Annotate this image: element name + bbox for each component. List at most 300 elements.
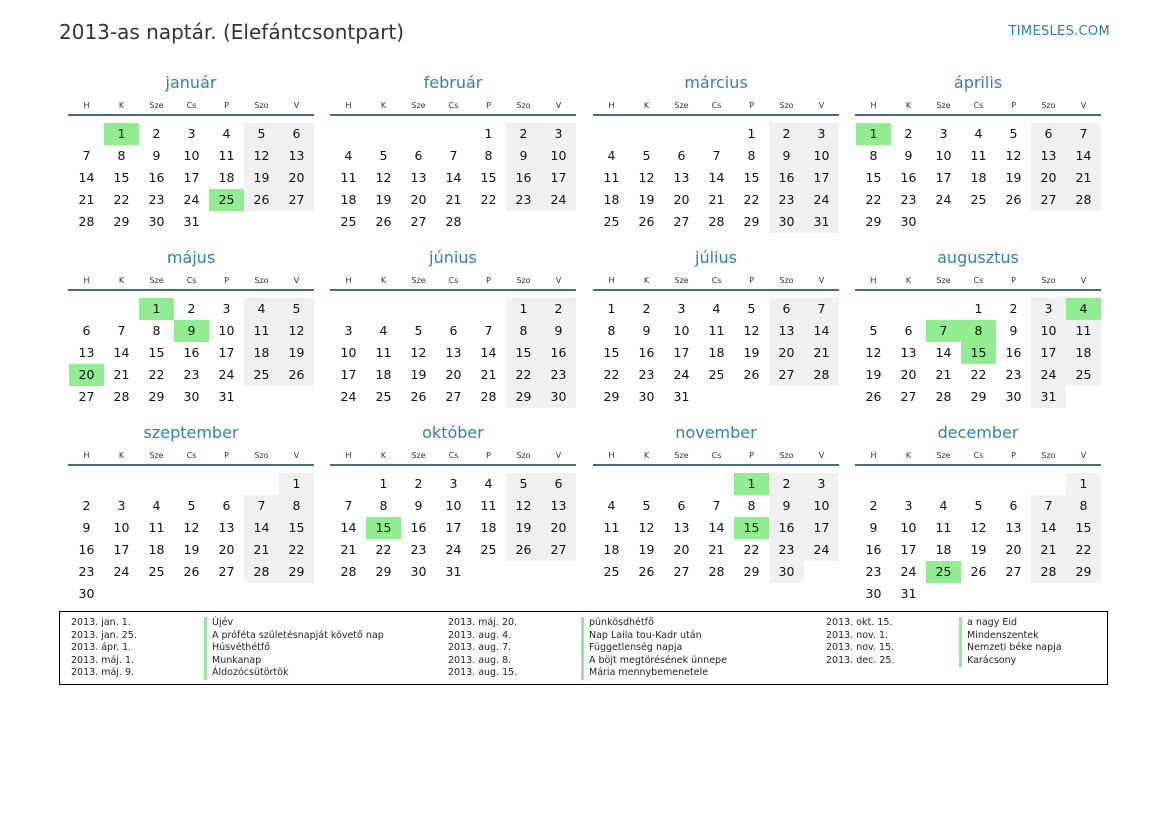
- day-cell: 28: [708, 214, 725, 229]
- day-cell: 1: [734, 473, 769, 495]
- day-cell: 2: [414, 476, 423, 491]
- weekday-header: [68, 98, 314, 116]
- day-cell: 25: [148, 564, 165, 579]
- day-grid: [330, 123, 576, 233]
- day-cell: 25: [603, 214, 620, 229]
- empty-cell: [366, 123, 401, 145]
- weekday-label: H: [608, 451, 615, 460]
- day-cell: 12: [743, 323, 760, 338]
- day-cell: 13: [673, 170, 690, 185]
- day-cell: 20: [410, 192, 427, 207]
- weekday-label: Cs: [973, 101, 984, 110]
- day-cell: 24: [541, 189, 576, 211]
- day-cell: 10: [541, 145, 576, 167]
- day-cell: 10: [113, 520, 130, 535]
- weekday-label: V: [1080, 451, 1087, 460]
- day-cell: 2: [1009, 301, 1018, 316]
- day-cell: 28: [78, 214, 95, 229]
- day-cell: 24: [935, 192, 952, 207]
- day-cell: 27: [410, 214, 427, 229]
- holiday-date: 2013. jan. 1.: [71, 617, 131, 628]
- day-cell: 21: [1066, 167, 1101, 189]
- weekday-label: Szo: [254, 101, 269, 110]
- weekday-header: [855, 98, 1101, 116]
- day-cell: 29: [970, 389, 987, 404]
- empty-cell: [331, 473, 366, 495]
- day-cell: 13: [410, 170, 427, 185]
- day-cell: 17: [113, 542, 130, 557]
- day-cell: 18: [480, 520, 497, 535]
- page-title: 2013-as naptár. (Elefántcsontpart): [59, 20, 405, 44]
- weekday-label: V: [555, 451, 562, 460]
- day-cell: 10: [340, 345, 357, 360]
- day-cell: 13: [218, 520, 235, 535]
- day-cell: 10: [183, 148, 200, 163]
- day-cell: 9: [769, 495, 804, 517]
- weekday-label: Szo: [516, 101, 531, 110]
- day-cell: 8: [117, 148, 126, 163]
- day-cell: 12: [638, 520, 655, 535]
- day-cell: 23: [541, 364, 576, 386]
- weekday-label: K: [380, 101, 387, 110]
- day-cell: 22: [1066, 539, 1101, 561]
- day-cell: 24: [673, 367, 690, 382]
- empty-cell: [961, 211, 996, 233]
- day-cell: 30: [865, 586, 882, 601]
- day-cell: 26: [375, 214, 392, 229]
- day-cell: 9: [642, 323, 651, 338]
- day-cell: 5: [642, 498, 651, 513]
- holiday-date: 2013. jan. 25.: [71, 629, 137, 641]
- day-cell: 20: [1005, 542, 1022, 557]
- day-cell: 22: [148, 367, 165, 382]
- day-cell: 14: [78, 170, 95, 185]
- day-cell: 26: [1005, 192, 1022, 207]
- day-cell: 7: [244, 495, 279, 517]
- day-cell: 6: [1031, 123, 1066, 145]
- day-cell: 31: [218, 389, 235, 404]
- day-cell: 11: [148, 520, 165, 535]
- empty-cell: [961, 473, 996, 495]
- day-cell: 8: [484, 148, 493, 163]
- weekday-header: [68, 448, 314, 466]
- empty-cell: [664, 473, 699, 495]
- legend-column: [826, 617, 1062, 667]
- empty-cell: [926, 298, 961, 320]
- day-cell: 1: [379, 476, 388, 491]
- site-link[interactable]: TIMESLES.COM: [1008, 24, 1110, 39]
- legend-row: [448, 667, 727, 680]
- day-cell: 18: [603, 542, 620, 557]
- weekday-label: V: [818, 101, 825, 110]
- day-grid: [855, 473, 1101, 605]
- empty-cell: [401, 298, 436, 320]
- day-cell: 3: [804, 123, 839, 145]
- day-cell: 23: [183, 367, 200, 382]
- day-cell: 26: [183, 564, 200, 579]
- day-cell: 7: [449, 148, 458, 163]
- day-cell: 17: [1031, 342, 1066, 364]
- day-cell: 2: [82, 498, 91, 513]
- legend-row: [826, 642, 1062, 655]
- weekday-label: H: [608, 276, 615, 285]
- empty-cell: [69, 123, 104, 145]
- day-cell: 10: [673, 323, 690, 338]
- day-cell: 19: [279, 342, 314, 364]
- day-cell: 11: [244, 320, 279, 342]
- month-title: június: [429, 248, 477, 267]
- day-cell: 11: [603, 520, 620, 535]
- day-cell: 9: [1009, 323, 1018, 338]
- day-cell: 28: [480, 389, 497, 404]
- day-cell: 19: [743, 345, 760, 360]
- day-cell: 30: [900, 214, 917, 229]
- day-cell: 11: [1066, 320, 1101, 342]
- weekday-label: H: [83, 276, 90, 285]
- day-cell: 15: [506, 342, 541, 364]
- day-cell: 28: [1031, 561, 1066, 583]
- day-cell: 3: [904, 498, 913, 513]
- day-cell: 6: [222, 498, 231, 513]
- empty-cell: [996, 211, 1031, 233]
- day-cell: 7: [117, 323, 126, 338]
- day-cell: 11: [480, 498, 497, 513]
- holiday-date: 2013. nov. 15.: [826, 642, 895, 653]
- holiday-date: 2013. aug. 4.: [448, 629, 512, 641]
- weekday-label: V: [818, 451, 825, 460]
- day-cell: 13: [78, 345, 95, 360]
- day-cell: 5: [974, 498, 983, 513]
- empty-cell: [244, 473, 279, 495]
- legend-column: [448, 617, 727, 680]
- day-cell: 7: [926, 320, 961, 342]
- empty-cell: [506, 561, 541, 583]
- empty-cell: [629, 123, 664, 145]
- weekday-label: V: [818, 276, 825, 285]
- day-cell: 16: [1005, 345, 1022, 360]
- empty-cell: [734, 386, 769, 408]
- legend-column: [71, 617, 384, 680]
- day-cell: 19: [970, 542, 987, 557]
- day-cell: 3: [939, 126, 948, 141]
- day-cell: 25: [708, 367, 725, 382]
- day-cell: 12: [410, 345, 427, 360]
- empty-cell: [331, 123, 366, 145]
- day-cell: 4: [244, 298, 279, 320]
- empty-cell: [594, 473, 629, 495]
- holiday-date: 2013. aug. 15.: [448, 667, 518, 678]
- day-cell: 16: [183, 345, 200, 360]
- day-cell: 14: [445, 170, 462, 185]
- day-cell: 3: [541, 123, 576, 145]
- weekday-label: H: [83, 451, 90, 460]
- day-cell: 5: [244, 123, 279, 145]
- day-cell: 28: [340, 564, 357, 579]
- day-cell: 20: [279, 167, 314, 189]
- empty-cell: [471, 298, 506, 320]
- empty-cell: [1031, 211, 1066, 233]
- legend-row: [448, 655, 727, 668]
- day-cell: 13: [769, 320, 804, 342]
- day-cell: 11: [708, 323, 725, 338]
- day-cell: 16: [78, 542, 95, 557]
- day-cell: 30: [183, 389, 200, 404]
- day-cell: 22: [480, 192, 497, 207]
- day-cell: 10: [804, 145, 839, 167]
- day-cell: 2: [541, 298, 576, 320]
- day-cell: 9: [541, 320, 576, 342]
- weekday-label: K: [380, 276, 387, 285]
- weekday-label: Szo: [779, 451, 794, 460]
- day-cell: 25: [970, 192, 987, 207]
- weekday-label: Sze: [411, 101, 426, 110]
- weekday-label: Sze: [674, 451, 689, 460]
- day-cell: 6: [677, 498, 686, 513]
- day-cell: 16: [865, 542, 882, 557]
- day-cell: 6: [1009, 498, 1018, 513]
- weekday-label: V: [293, 451, 300, 460]
- weekday-label: K: [118, 101, 125, 110]
- day-cell: 3: [187, 126, 196, 141]
- day-cell: 9: [414, 498, 423, 513]
- empty-cell: [664, 123, 699, 145]
- weekday-label: V: [293, 276, 300, 285]
- holiday-name: Újév: [204, 617, 233, 630]
- weekday-label: P: [749, 101, 754, 110]
- legend-row: [826, 630, 1062, 643]
- day-cell: 23: [769, 539, 804, 561]
- day-cell: 13: [279, 145, 314, 167]
- day-cell: 20: [900, 367, 917, 382]
- month-calendar: [593, 248, 839, 408]
- day-cell: 18: [244, 342, 279, 364]
- empty-cell: [541, 211, 576, 233]
- weekday-label: V: [555, 101, 562, 110]
- month-calendar: [855, 248, 1101, 408]
- day-cell: 25: [926, 561, 961, 583]
- day-cell: 14: [480, 345, 497, 360]
- empty-cell: [209, 583, 244, 605]
- day-cell: 29: [865, 214, 882, 229]
- empty-cell: [279, 583, 314, 605]
- weekday-label: Sze: [149, 451, 164, 460]
- day-cell: 12: [638, 170, 655, 185]
- day-cell: 22: [113, 192, 130, 207]
- day-cell: 5: [506, 473, 541, 495]
- day-cell: 6: [82, 323, 91, 338]
- day-cell: 14: [340, 520, 357, 535]
- weekday-label: K: [118, 276, 125, 285]
- weekday-label: H: [608, 101, 615, 110]
- day-cell: 20: [218, 542, 235, 557]
- empty-cell: [401, 123, 436, 145]
- empty-cell: [69, 298, 104, 320]
- weekday-label: P: [1011, 101, 1016, 110]
- day-cell: 17: [340, 367, 357, 382]
- weekday-label: H: [870, 101, 877, 110]
- day-cell: 13: [1031, 145, 1066, 167]
- day-cell: 12: [183, 520, 200, 535]
- empty-cell: [104, 298, 139, 320]
- legend-row: [71, 630, 384, 643]
- day-cell: 1: [607, 301, 616, 316]
- holiday-name: Nemzeti béke napja: [959, 642, 1062, 655]
- holiday-name: Munkanap: [204, 655, 261, 668]
- day-cell: 9: [904, 148, 913, 163]
- day-cell: 5: [869, 323, 878, 338]
- day-cell: 18: [148, 542, 165, 557]
- day-cell: 17: [183, 170, 200, 185]
- day-cell: 18: [340, 192, 357, 207]
- day-cell: 24: [218, 367, 235, 382]
- day-cell: 13: [673, 520, 690, 535]
- holiday-legend: [59, 611, 1108, 685]
- day-cell: 16: [638, 345, 655, 360]
- day-cell: 16: [900, 170, 917, 185]
- month-title: május: [166, 248, 216, 267]
- day-cell: 15: [734, 517, 769, 539]
- weekday-label: Cs: [186, 276, 197, 285]
- weekday-label: Szo: [516, 451, 531, 460]
- day-cell: 21: [244, 539, 279, 561]
- day-cell: 27: [673, 214, 690, 229]
- day-cell: 12: [244, 145, 279, 167]
- holiday-date: 2013. dec. 25.: [826, 654, 895, 666]
- day-cell: 25: [1066, 364, 1101, 386]
- day-cell: 21: [804, 342, 839, 364]
- day-cell: 29: [279, 561, 314, 583]
- day-cell: 21: [78, 192, 95, 207]
- day-cell: 19: [410, 367, 427, 382]
- empty-cell: [436, 123, 471, 145]
- day-cell: 18: [1066, 342, 1101, 364]
- weekday-label: Sze: [936, 276, 951, 285]
- day-cell: 1: [484, 126, 493, 141]
- empty-cell: [366, 298, 401, 320]
- day-cell: 4: [607, 148, 616, 163]
- day-cell: 8: [279, 495, 314, 517]
- weekday-label: Sze: [149, 276, 164, 285]
- day-cell: 27: [279, 189, 314, 211]
- day-cell: 14: [1066, 145, 1101, 167]
- weekday-label: P: [1011, 451, 1016, 460]
- day-cell: 5: [414, 323, 423, 338]
- weekday-header: [330, 98, 576, 116]
- day-cell: 7: [1066, 123, 1101, 145]
- weekday-label: Sze: [411, 451, 426, 460]
- weekday-header: [593, 98, 839, 116]
- day-cell: 19: [183, 542, 200, 557]
- day-cell: 7: [804, 298, 839, 320]
- weekday-label: Sze: [149, 101, 164, 110]
- empty-cell: [699, 123, 734, 145]
- day-cell: 4: [344, 148, 353, 163]
- empty-cell: [804, 386, 839, 408]
- weekday-label: V: [293, 101, 300, 110]
- day-cell: 3: [804, 473, 839, 495]
- weekday-label: P: [486, 101, 491, 110]
- day-cell: 1: [104, 123, 139, 145]
- empty-cell: [139, 473, 174, 495]
- month-title: március: [684, 73, 748, 92]
- weekday-label: P: [486, 451, 491, 460]
- weekday-label: Szo: [779, 276, 794, 285]
- day-cell: 11: [218, 148, 235, 163]
- day-cell: 31: [900, 586, 917, 601]
- day-cell: 9: [506, 145, 541, 167]
- empty-cell: [1031, 583, 1066, 605]
- day-cell: 17: [673, 345, 690, 360]
- day-cell: 14: [1031, 517, 1066, 539]
- empty-cell: [69, 473, 104, 495]
- day-cell: 21: [445, 192, 462, 207]
- day-grid: [593, 123, 839, 233]
- empty-cell: [331, 298, 366, 320]
- day-cell: 22: [603, 367, 620, 382]
- day-cell: 27: [673, 564, 690, 579]
- weekday-label: Sze: [936, 451, 951, 460]
- month-title: augusztus: [937, 248, 1019, 267]
- month-calendar: [855, 423, 1101, 605]
- day-cell: 4: [939, 498, 948, 513]
- day-cell: 17: [804, 517, 839, 539]
- weekday-label: Szo: [1041, 451, 1056, 460]
- holiday-date: 2013. máj. 9.: [71, 667, 135, 678]
- day-cell: 16: [506, 167, 541, 189]
- empty-cell: [1066, 583, 1101, 605]
- weekday-label: Szo: [779, 101, 794, 110]
- month-title: január: [165, 73, 217, 92]
- empty-cell: [104, 583, 139, 605]
- weekday-header: [855, 273, 1101, 291]
- weekday-label: Szo: [516, 276, 531, 285]
- legend-row: [448, 630, 727, 643]
- day-cell: 22: [743, 542, 760, 557]
- day-cell: 15: [743, 170, 760, 185]
- weekday-label: H: [345, 451, 352, 460]
- day-cell: 13: [445, 345, 462, 360]
- day-cell: 1: [506, 298, 541, 320]
- day-cell: 18: [218, 170, 235, 185]
- holiday-date: 2013. máj. 1.: [71, 654, 135, 666]
- holiday-date: 2013. máj. 20.: [448, 617, 518, 628]
- day-cell: 8: [506, 320, 541, 342]
- day-cell: 8: [379, 498, 388, 513]
- day-grid: [68, 298, 314, 408]
- holiday-name: pünkösdhétfő: [581, 617, 654, 630]
- empty-cell: [1066, 211, 1101, 233]
- day-cell: 25: [244, 364, 279, 386]
- day-cell: 7: [712, 148, 721, 163]
- weekday-label: Cs: [186, 451, 197, 460]
- day-cell: 31: [673, 389, 690, 404]
- weekday-label: P: [1011, 276, 1016, 285]
- empty-cell: [926, 583, 961, 605]
- weekday-label: Szo: [254, 451, 269, 460]
- day-cell: 22: [865, 192, 882, 207]
- day-cell: 30: [78, 586, 95, 601]
- holiday-name: Nap Laila tou-Kadr után: [581, 630, 702, 643]
- day-cell: 16: [769, 167, 804, 189]
- day-cell: 17: [804, 167, 839, 189]
- day-cell: 6: [677, 148, 686, 163]
- empty-cell: [104, 473, 139, 495]
- day-cell: 10: [445, 498, 462, 513]
- day-cell: 15: [1066, 517, 1101, 539]
- day-grid: [68, 123, 314, 233]
- day-cell: 30: [769, 211, 804, 233]
- weekday-label: H: [345, 101, 352, 110]
